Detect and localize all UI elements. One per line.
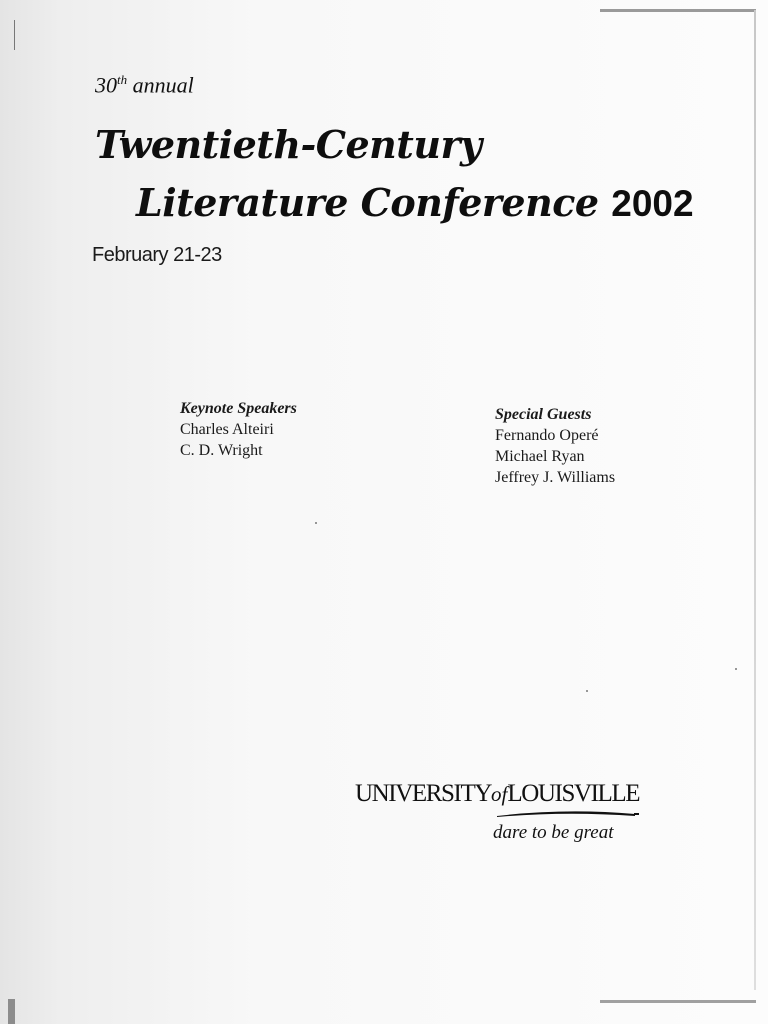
special-guests-block	[495, 404, 615, 488]
conference-title-line1: Twentieth-Century	[95, 122, 482, 167]
scan-speck	[735, 668, 737, 670]
conference-title-text: Literature Conference	[136, 180, 599, 225]
logo-of: of	[491, 782, 508, 806]
scan-speck	[586, 690, 588, 692]
logo-city: LOUISVILLE	[507, 780, 640, 807]
scan-top-edge	[600, 9, 756, 12]
edition-label	[95, 72, 194, 98]
special-guest: Fernando Operé	[495, 427, 599, 444]
special-guest: Michael Ryan	[495, 448, 585, 465]
conference-dates: February 21-23	[92, 244, 222, 266]
scan-bottom-edge	[600, 1000, 756, 1003]
scan-right-edge	[754, 10, 756, 990]
logo-tagline: dare to be great	[493, 822, 614, 843]
conference-title-line2	[136, 180, 694, 225]
logo-wordmark	[355, 780, 639, 808]
logo-swoosh-icon	[495, 808, 640, 818]
edition-number: 30	[95, 72, 117, 98]
guests-heading: Special Guests	[495, 406, 592, 423]
conference-year: 2002	[611, 183, 694, 224]
edition-suffix: th	[117, 72, 128, 87]
logo-university: UNIVERSITY	[355, 780, 491, 807]
scan-left-line	[14, 20, 15, 50]
university-logo	[355, 780, 645, 850]
edition-word: annual	[132, 72, 194, 98]
keynote-speaker: C. D. Wright	[180, 442, 263, 459]
keynote-speaker: Charles Alteiri	[180, 421, 274, 438]
scan-left-mark	[8, 999, 15, 1024]
keynote-heading: Keynote Speakers	[180, 400, 297, 417]
keynote-speakers-block	[180, 398, 297, 461]
scan-speck	[315, 522, 317, 524]
special-guest: Jeffrey J. Williams	[495, 469, 616, 486]
